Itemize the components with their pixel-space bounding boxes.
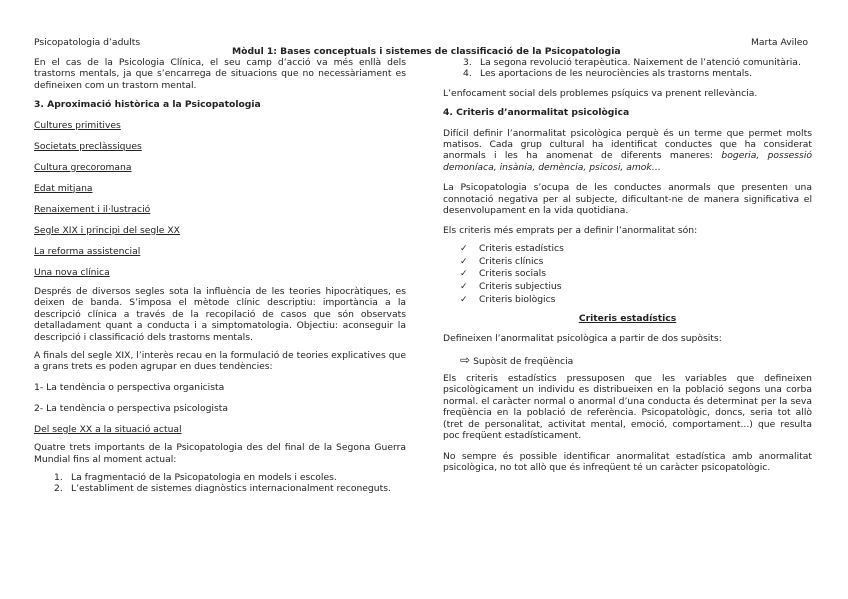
period-item: Societats preclàssiques bbox=[34, 140, 142, 152]
xx-heading: Del segle XX a la situació actual bbox=[34, 423, 182, 435]
list-item bbox=[443, 268, 812, 281]
difficulty-paragraph bbox=[443, 128, 812, 174]
list-text: La fragmentació de la Psicopatologia en models i escoles. bbox=[71, 471, 337, 483]
list-item bbox=[443, 256, 812, 269]
period-item: Cultures primitives bbox=[34, 119, 121, 131]
not-always-paragraph: No sempre és possible identificar anormalitat estadística amb anormalitat psicològica, no tot allò que és infreqüent té un caràcter psicopatològic. bbox=[443, 450, 812, 473]
course-name: Psicopatologia d’adults bbox=[34, 37, 141, 48]
period-item: Segle XIX i principi del segle XX bbox=[34, 224, 180, 236]
check-icon: ✓ bbox=[460, 295, 468, 306]
social-focus-paragraph: L’enfocament social dels problemes psíquics va prenent rellevància. bbox=[443, 87, 758, 99]
section-3-heading: 3. Aproximació històrica a la Psicopatologia bbox=[34, 99, 261, 111]
check-icon: ✓ bbox=[460, 282, 468, 293]
list-number: 2. bbox=[54, 483, 63, 495]
arrow-right-icon: ⇨ bbox=[460, 352, 471, 367]
list-item bbox=[34, 483, 406, 494]
period-item: Una nova clínica bbox=[34, 266, 110, 278]
criterion-label: Criteris estadístics bbox=[479, 242, 564, 254]
list-item bbox=[443, 294, 812, 307]
list-item bbox=[443, 243, 812, 256]
criterion-label: Criteris socials bbox=[479, 268, 547, 280]
criteria-intro: Els criteris més emprats per a definir l’anormalitat són: bbox=[443, 225, 698, 237]
period-item: Cultura grecoromana bbox=[34, 161, 132, 173]
traits-list-continued bbox=[443, 57, 812, 80]
frequency-label: Supòsit de freqüència bbox=[473, 355, 574, 367]
section-4-heading: 4. Criteris d’anormalitat psicològica bbox=[443, 107, 630, 119]
statistical-intro: Defineixen l’anormalitat psicològica a partir de dos supòsits: bbox=[443, 333, 722, 345]
criterion-label: Criteris clínics bbox=[479, 255, 544, 267]
list-item bbox=[34, 472, 406, 483]
list-text: La segona revolució terapèutica. Naixement de l’atenció comunitària. bbox=[480, 57, 801, 68]
intro-paragraph: En el cas de la Psicologia Clínica, el seu camp d’acció va més enllà dels trastorns mentals, ja que s’encarrega de situacions que no necessàriament es defineixen com un trastorn mental. bbox=[34, 57, 406, 91]
difficulty-text: Difícil definir l’anormalitat psicològica perquè és un terme que permet molts matisos. Cada grup cultural ha identificat conductes que ha considerat anormals i les ha anomenat de diferents maneres: bbox=[443, 127, 812, 162]
list-text: L’establiment de sistemes diagnòstics internacionalment reconeguts. bbox=[71, 483, 391, 495]
criteria-list bbox=[443, 243, 812, 307]
traits-list bbox=[34, 472, 406, 495]
period-item: La reforma assistencial bbox=[34, 245, 141, 257]
left-column bbox=[34, 57, 406, 495]
clinic-paragraph: Després de diversos segles sota la influència de les teories hipocràtiques, es deixen de banda. S’imposa el mètode clínic descriptiu: importància a la descripció clínica a través de la recopilació de casos que són observats detalladament quant a conducta i a simptomatologia. Objectiu: aconseguir la descripció i classificació dels trastorns mentals. bbox=[34, 286, 406, 343]
list-item bbox=[443, 68, 812, 79]
list-number: 1. bbox=[54, 471, 63, 483]
list-item bbox=[443, 281, 812, 294]
author-name: Marta Avileo bbox=[751, 37, 809, 48]
check-icon: ✓ bbox=[460, 243, 468, 254]
list-text: Les aportacions de les neurociències als trastorns mentals. bbox=[480, 68, 752, 80]
criterion-label: Criteris biològics bbox=[479, 294, 556, 306]
statistical-paragraph: Els criteris estadístics pressuposen que les variables que defineixen psicològicament un individu es distribueixen en la població segons una corba normal. el caràcter normal o anormal d’una conducta és determinat per la seva freqüència en la població de referència. Psicopatològic, doncs, seria tot allò (tret de personalitat, activitat mental, emoció, comportament...) que resulta poc freqüent estadísticament. bbox=[443, 373, 812, 442]
xx-paragraph: Quatre trets importants de la Psicopatologia des del final de la Segona Guerra Mundial fins al moment actual: bbox=[34, 442, 406, 465]
tendency-psychologist: 2- La tendència o perspectiva psicologista bbox=[34, 403, 228, 415]
list-number: 3. bbox=[463, 57, 472, 68]
difficulty-examples: bogeria, possessió demoníaca, insània, demència, psicosi, amok… bbox=[443, 150, 813, 173]
check-icon: ✓ bbox=[460, 269, 468, 280]
xix-paragraph: A finals del segle XIX, l’interès recau en la formulació de teories explicatives que a grans trets es poden agrupar en dues tendències: bbox=[34, 350, 406, 373]
tendency-organicist: 1- La tendència o perspectiva organicista bbox=[34, 381, 225, 393]
check-icon: ✓ bbox=[460, 256, 468, 267]
period-item: Renaixement i il·lustració bbox=[34, 203, 151, 215]
module-title: Mòdul 1: Bases conceptuals i sistemes de classificació de la Psicopatologia bbox=[232, 46, 621, 57]
statistical-criteria-heading: Criteris estadístics bbox=[578, 312, 677, 324]
frequency-assumption bbox=[443, 352, 812, 367]
list-number: 4. bbox=[463, 68, 472, 80]
criterion-label: Criteris subjectius bbox=[479, 281, 562, 293]
psychopathology-paragraph: La Psicopatologia s’ocupa de les conductes anormals que presenten una connotació negativa per al subjecte, dificultant-ne de manera significativa el desenvolupament en la vida quotidiana. bbox=[443, 182, 812, 217]
list-item bbox=[443, 57, 812, 68]
right-column bbox=[443, 57, 812, 473]
period-item: Edat mitjana bbox=[34, 182, 93, 194]
